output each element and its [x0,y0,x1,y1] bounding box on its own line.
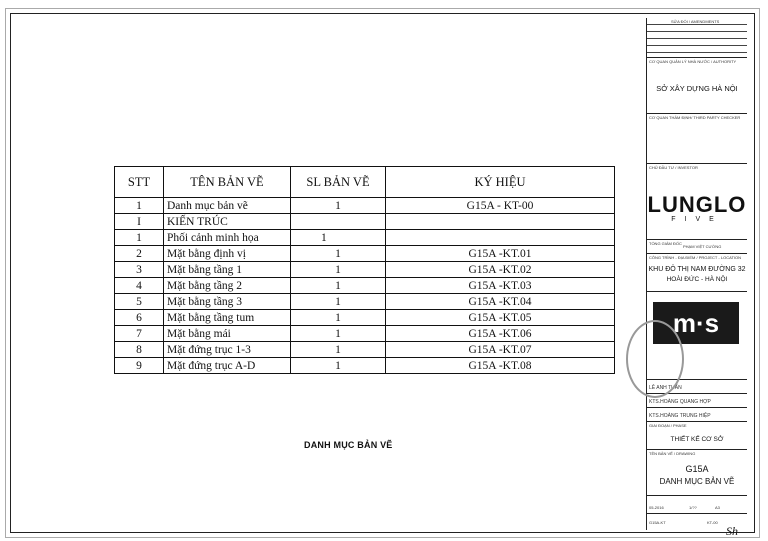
amendments-label: SỬA ĐỔI / AMENDMENTS [671,19,720,24]
designer-logo: m·s [653,302,739,344]
person1: LÊ ANH TUẤN [649,385,682,391]
row-name: Mặt bằng mái [164,326,291,342]
row-name: Mặt bằng tầng 1 [164,262,291,278]
row-stt: 9 [115,358,164,374]
row-stt: 1 [115,230,164,246]
table-header-row [115,167,615,198]
drawing-code: G15A [685,464,709,474]
investor-logo-sub: FIVE [671,216,723,223]
stage-value: THIẾT KẾ CƠ SỞ [670,436,724,443]
header-stt: STT [115,167,164,198]
project-label: CÔNG TRÌNH - ĐỊA ĐIỂM / PROJECT - LOCATION [649,255,742,260]
row-stt: 5 [115,294,164,310]
row-name: Mặt bằng tầng 3 [164,294,291,310]
table-row [115,198,615,214]
row-name: Mặt đứng trục 1-3 [164,342,291,358]
authority-box [647,58,747,114]
stage-box [647,422,747,450]
row-name: Danh mục bản vẽ [164,198,291,214]
row-code: G15A -KT.06 [386,326,615,342]
row-stt: 6 [115,310,164,326]
table-row [115,262,615,278]
signature: Sh [726,524,738,538]
row-code: G15A -KT.01 [386,246,615,262]
row-code: G15A -KT.02 [386,262,615,278]
drawing-list-table [114,166,615,374]
person3: KTS.HOÀNG TRUNG HIỆP [649,413,711,419]
stage-label: GIAI ĐOẠN / PHASE [649,423,687,428]
authority-name: SỞ XÂY DỰNG HÀ NỘI [656,84,738,93]
scale-value: 1/?? [689,505,697,510]
header-qty: SL BẢN VẼ [291,167,386,198]
investor-logo: LUNGLO [647,192,747,217]
drawing-label: TÊN BẢN VẼ / DRAWING [649,451,696,456]
row-qty: 1 [291,326,386,342]
row-name: Mặt bằng tầng 2 [164,278,291,294]
amendments-grid [647,24,747,59]
director-box [647,240,747,254]
person2: KTS.HOÀNG QUANG HỢP [649,399,711,405]
director-name: PHẠM VIỆT CƯỜNG [683,244,722,249]
row-qty: 1 [291,262,386,278]
date-value: 05-2016 [649,505,664,510]
project-line1: KHU ĐÔ THỊ NAM ĐƯỜNG 32 [648,266,746,273]
drawing-caption: DANH MỤC BẢN VẼ [304,440,393,450]
row-name: Mặt bằng tầng tum [164,310,291,326]
row-code: G15A -KT.03 [386,278,615,294]
row-qty: 1 [291,310,386,326]
investor-label: CHỦ ĐẦU TƯ / INVESTOR [649,165,698,170]
checker-box [647,114,747,164]
table-row [115,278,615,294]
row-qty: 1 [291,246,386,262]
row-stt: I [115,214,164,230]
row-code [386,214,615,230]
table-row [115,246,615,262]
row-qty: 1 [291,198,386,214]
company-stamp [626,320,684,398]
row-name: KIẾN TRÚC [164,214,291,230]
project-line2: HOÀI ĐỨC - HÀ NỘI [666,276,728,283]
row-code: G15A -KT.07 [386,342,615,358]
row-code [386,230,615,246]
table-row [115,326,615,342]
person3-box [647,408,747,422]
row-code: G15A -KT.05 [386,310,615,326]
row-stt: 1 [115,198,164,214]
director-label: TỔNG GIÁM ĐỐC [649,241,682,246]
row-name: Mặt đứng trục A-D [164,358,291,374]
project-box [647,254,747,292]
row-stt: 3 [115,262,164,278]
row-name: Phối cảnh minh họa [164,230,291,246]
row-code: G15A - KT-00 [386,198,615,214]
title-block [646,18,747,530]
row-code: G15A -KT.08 [386,358,615,374]
row-qty [291,214,386,230]
table-row [115,214,615,230]
row-qty: 1 [291,342,386,358]
header-name: TÊN BẢN VẼ [164,167,291,198]
sheet-size: A3 [715,505,720,510]
amendments-box [647,18,747,58]
row-qty: 1 [291,230,386,246]
sheet-id: KT-00 [707,520,718,525]
row-qty: 1 [291,358,386,374]
table-row [115,342,615,358]
table-row [115,310,615,326]
authority-label: CƠ QUAN QUẢN LÝ NHÀ NƯỚC / AUTHORITY [649,59,737,64]
row-stt: 2 [115,246,164,262]
row-qty: 1 [291,294,386,310]
table-row [115,230,615,246]
row-stt: 7 [115,326,164,342]
row-name: Mặt bằng định vị [164,246,291,262]
drawing-name: DANH MỤC BẢN VẼ [659,477,735,486]
row-qty: 1 [291,278,386,294]
row-stt: 4 [115,278,164,294]
row-stt: 8 [115,342,164,358]
table-row [115,358,615,374]
header-code: KÝ HIỆU [386,167,615,198]
table-row [115,294,615,310]
checker-label: CƠ QUAN THẨM ĐỊNH/ THIRD PARTY CHECKER [649,115,741,120]
drawing-title-box [647,450,747,496]
info-row [647,496,747,514]
sheet-no: G15A-KT [649,520,666,525]
investor-box [647,164,747,240]
row-code: G15A -KT.04 [386,294,615,310]
